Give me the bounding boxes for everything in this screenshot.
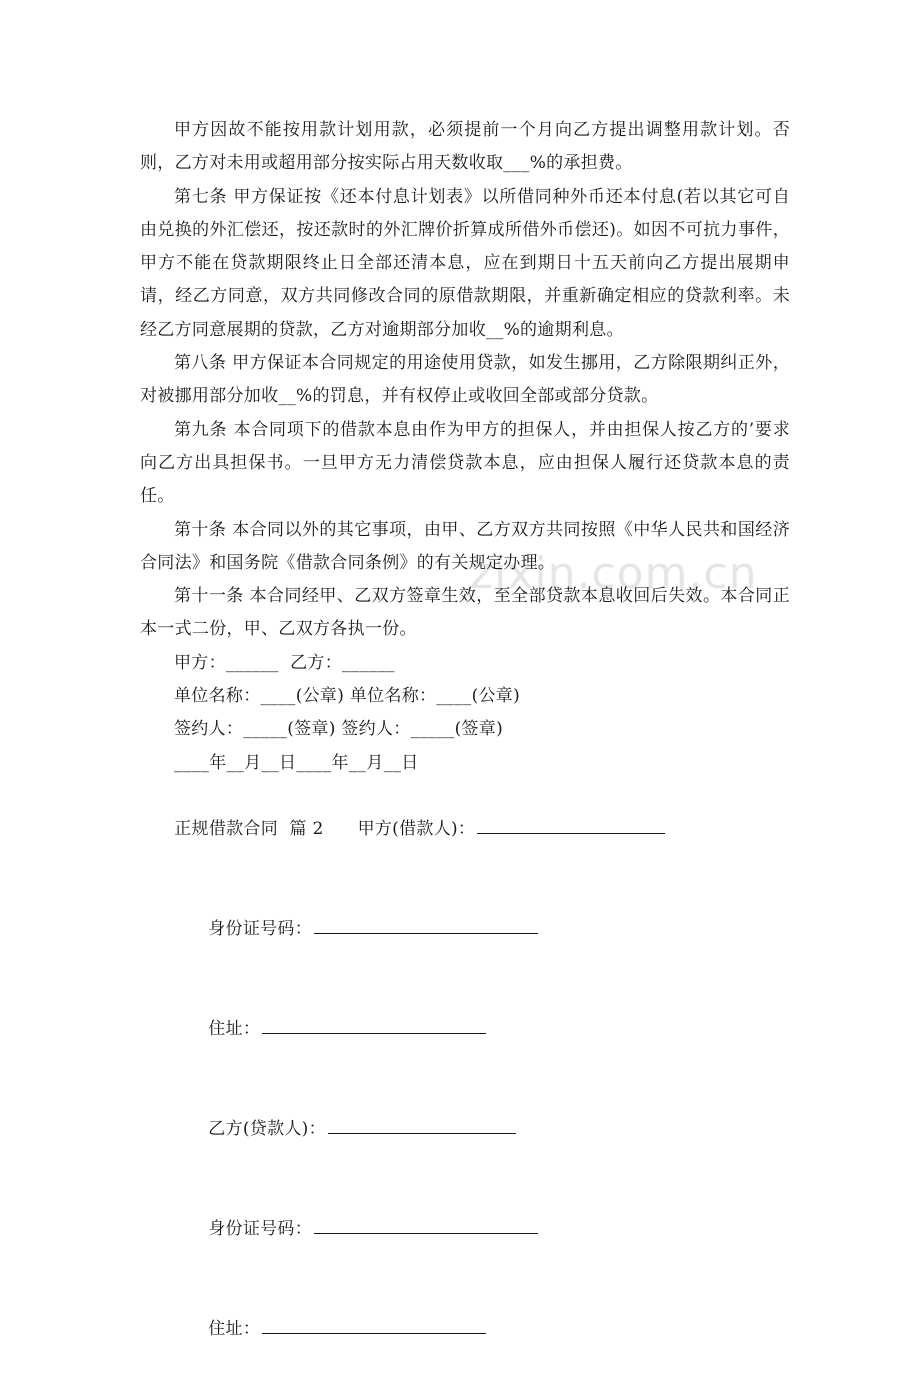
watermark: zixin.com.cn [470,548,758,599]
paragraph-article-7: 第七条 甲方保证按《还本付息计划表》以所借同种外币还本付息(若以其它可自由兑换的外汇偿还，按还款时的外汇牌价折算成所借外币偿还)。如因不可抗力事件，甲方不能在贷款期限终止日全部还清本息，应在到期日十五天前向乙方提出展期申请，经乙方同意，双方共同修改合同的原借款期限，并重新确定相应的贷款利率。未经乙方同意展期的贷款，乙方对逾期部分加收__%的逾期利息。 [140,186,790,340]
signature-signer-line: 签约人：_____(签章) 签约人：_____(签章) [174,719,504,740]
party-b-label: 乙方(贷款人)： [208,1118,326,1139]
id-a-blank[interactable] [314,916,538,934]
signature-unit-line: 单位名称：____(公章) 单位名称：____(公章) [174,686,521,707]
section2-heading: 正规借款合同 篇 2 [174,819,324,840]
signature-date-line: ____年__月__日____年__月__日 [174,752,419,773]
addr-a-label: 住址： [208,1019,261,1040]
party-a-label: 甲方(借款人)： [357,819,476,840]
addr-b-row [140,1279,790,1379]
party-b-row [140,1080,790,1180]
id-b-row [140,1180,790,1280]
addr-a-blank[interactable] [262,1016,486,1034]
id-a-label: 身份证号码： [208,919,313,940]
paragraph-article-8: 第八条 甲方保证本合同规定的用途使用贷款，如发生挪用，乙方除限期纠正外，对被挪用部分加收__%的罚息，并有权停止或收回全部或部分贷款。 [140,353,790,407]
id-b-label: 身份证号码： [208,1218,313,1239]
party-a-blank[interactable] [477,816,665,834]
paragraph-usage-adjustment: 甲方因故不能按用款计划用款，必须提前一个月向乙方提出调整用款计划。否则，乙方对未用或超用部分按实际占用天数收取___%的承担费。 [140,120,790,174]
id-a-row [140,880,790,980]
addr-a-row [140,980,790,1080]
addr-b-label: 住址： [208,1318,261,1339]
id-b-blank[interactable] [314,1216,538,1234]
signature-party-line: 甲方：______ 乙方：______ [174,652,395,673]
section2-heading-row [140,780,790,880]
party-b-blank[interactable] [328,1116,516,1134]
paragraph-article-10: 第十条 本合同以外的其它事项，由甲、乙方双方共同按照《中华人民共和国经济合同法》和国务院《借款合同条例》的有关规定办理。 [140,519,790,573]
paragraph-article-9: 第九条 本合同项下的借款本息由作为甲方的担保人，并由担保人按乙方的’要求向乙方出具担保书。一旦甲方无力清偿贷款本息，应由担保人履行还贷款本息的责任。 [140,419,790,507]
paragraph-article-11: 第十一条 本合同经甲、乙双方签章生效，至全部贷款本息收回后失效。本合同正本一式二份，甲、乙双方各执一份。 [140,586,790,640]
document-body [140,114,790,1379]
addr-b-blank[interactable] [262,1316,486,1334]
